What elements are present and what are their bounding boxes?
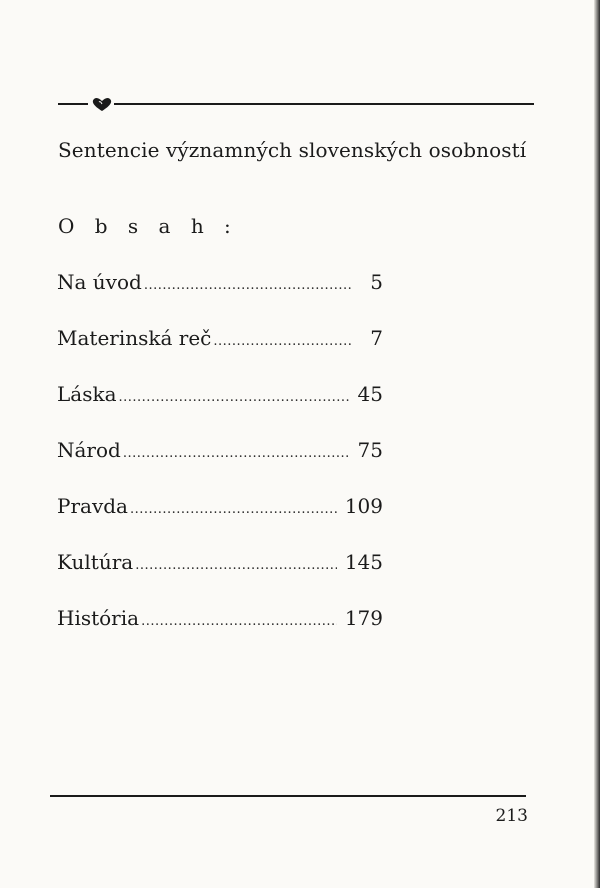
toc-label: História [57, 606, 140, 630]
table-of-contents [57, 270, 383, 662]
toc-entry-na-uvod[interactable] [57, 270, 383, 326]
toc-label: Láska [57, 382, 117, 406]
toc-page-number: 75 [357, 438, 383, 462]
dot-leader [119, 390, 350, 405]
toc-entry-laska[interactable] [57, 382, 383, 438]
toc-entry-pravda[interactable] [57, 494, 383, 550]
toc-label: Materinská reč [57, 326, 212, 350]
toc-page-number: 179 [344, 606, 383, 630]
heart-ornament-icon [93, 98, 111, 111]
dot-leader [135, 558, 337, 573]
toc-entry-materinska-rec[interactable] [57, 326, 383, 382]
top-ornamental-rule [58, 96, 534, 114]
toc-entry-historia[interactable] [57, 606, 383, 662]
toc-label: Pravda [57, 494, 128, 518]
page-edge-shadow [594, 0, 600, 888]
toc-entry-narod[interactable] [57, 438, 383, 494]
toc-label: Národ [57, 438, 121, 462]
dot-leader [141, 614, 337, 629]
toc-label: Kultúra [57, 550, 134, 574]
toc-entry-kultura[interactable] [57, 550, 383, 606]
toc-page-number: 5 [370, 270, 383, 294]
dot-leader [123, 446, 350, 461]
toc-label: Na úvod [57, 270, 142, 294]
contents-heading: O b s a h : [58, 214, 238, 238]
bottom-rule [50, 795, 526, 797]
toc-page-number: 109 [344, 494, 383, 518]
book-title: Sentencie významných slovenských osobností [58, 138, 527, 162]
toc-page-number: 145 [344, 550, 383, 574]
dot-leader [144, 278, 351, 293]
dot-leader [130, 502, 337, 517]
dot-leader [213, 334, 351, 349]
page-number: 213 [495, 806, 528, 826]
toc-page-number: 7 [370, 326, 383, 350]
toc-page-number: 45 [357, 382, 383, 406]
